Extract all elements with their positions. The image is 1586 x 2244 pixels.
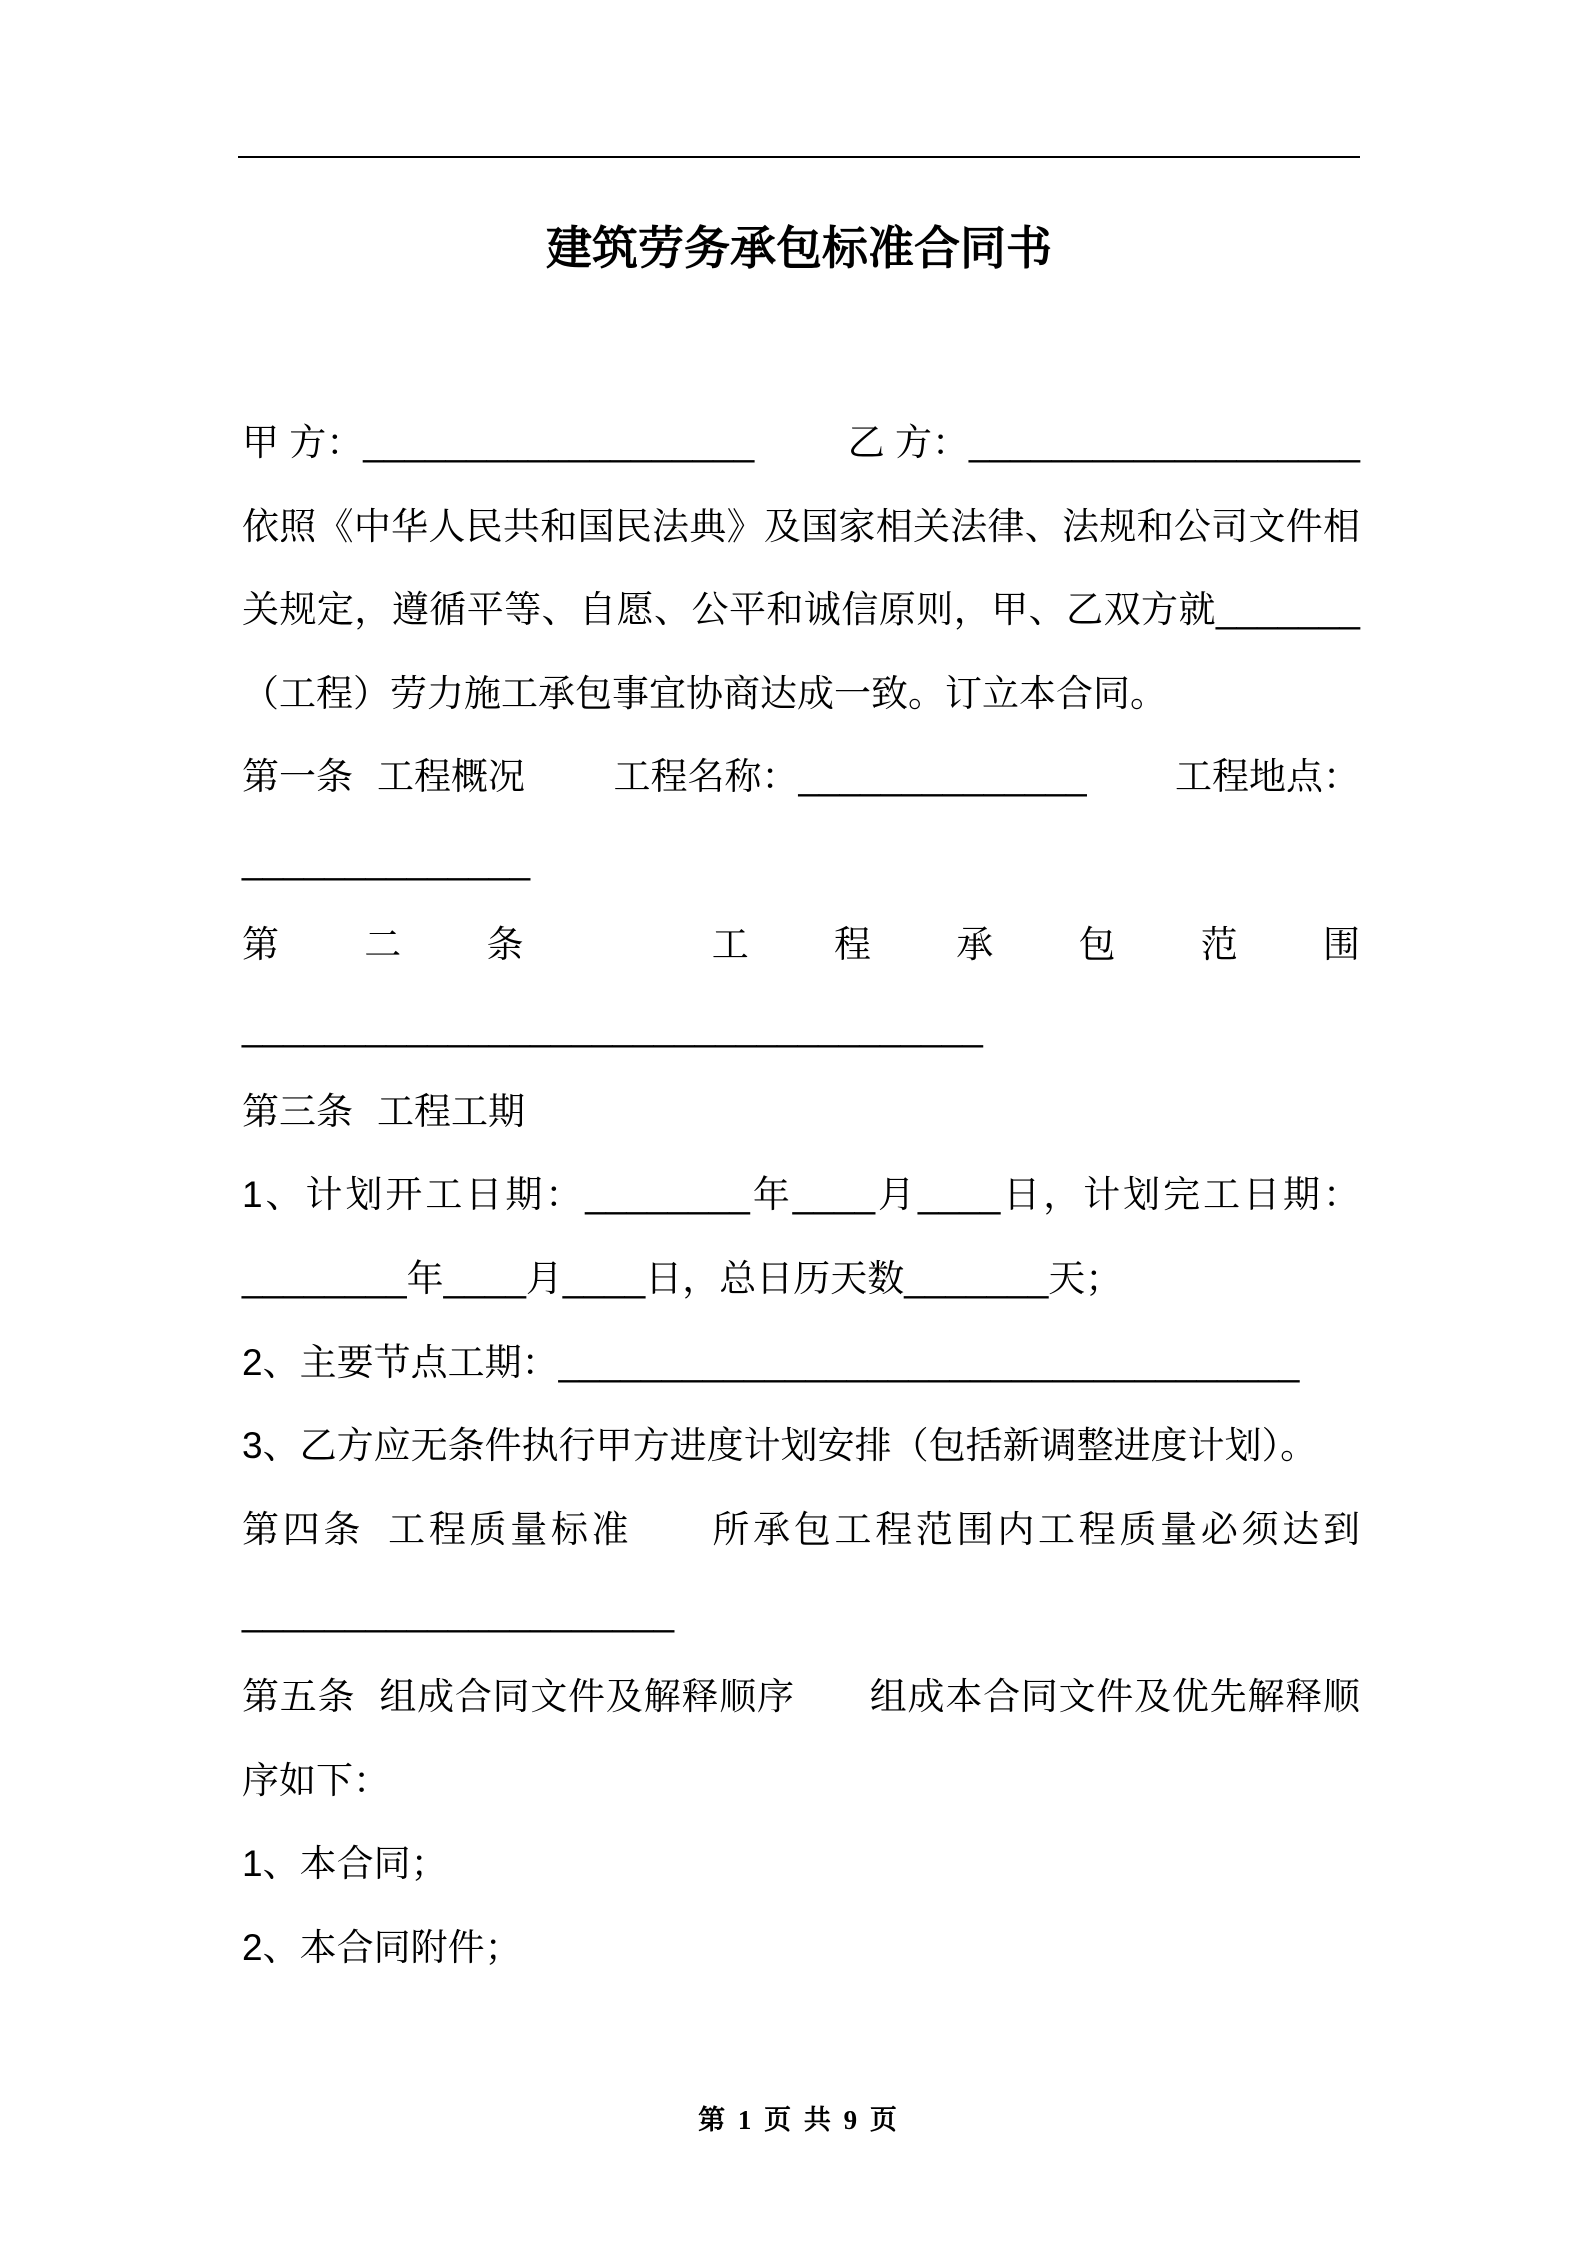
article-1-title: 工程概况 [377, 756, 525, 798]
article-4-number: 第四条 [242, 1508, 365, 1550]
party-a-blank: ___________________ [363, 422, 755, 463]
article-2-number: 第二条 [242, 923, 609, 965]
schedule-item-1-line-1: 1、计划开工日期：________年____月____日，计划完工日期： [242, 1174, 1360, 1216]
article-2-title: 工程承包范围 [711, 923, 1360, 965]
schedule-item-2: 2、主要节点工期：____________________________________ [242, 1341, 1300, 1383]
article-3-title: 工程工期 [377, 1090, 525, 1132]
document-order-text-line-2: 序如下： [242, 1759, 390, 1801]
article-1-number: 第一条 [242, 756, 353, 798]
article-5-line [242, 1655, 1360, 1739]
document-order-text-line-1: 组成本合同文件及优先解释顺 [869, 1675, 1361, 1717]
article-3-line [242, 1070, 1360, 1154]
article-4-line [242, 1488, 1360, 1572]
article-4-title: 工程质量标准 [388, 1508, 633, 1550]
page-footer: 第 1 页 共 9 页 [698, 2105, 900, 2135]
preamble-line-1: 依照《中华人民共和国民法典》及国家相关法律、法规和公司文件相 [242, 505, 1360, 547]
preamble-line-3: （工程）劳力施工承包事宜协商达成一致。订立本合同。 [242, 672, 1167, 714]
party-a-field [242, 401, 754, 485]
work-scope-blank: ____________________________________ [242, 1007, 983, 1049]
quality-standard-text: 所承包工程范围内工程质量必须达到 [712, 1508, 1360, 1550]
project-location-label: 工程地点： [1175, 756, 1360, 798]
schedule-item-1-line-2: ________年____月____日，总日历天数_______天； [242, 1257, 1123, 1299]
party-b-blank: ___________________ [969, 422, 1360, 463]
party-a-label: 甲 方： [242, 422, 364, 463]
party-b-label: 乙 方： [847, 422, 970, 463]
article-2-line [242, 903, 1360, 987]
article-1-line [242, 735, 1360, 819]
parties-line [242, 401, 1360, 485]
contract-body [242, 401, 1360, 1989]
article-3-number: 第三条 [242, 1090, 353, 1132]
article-5-title: 组成合同文件及解释顺序 [379, 1675, 795, 1717]
document-order-item-2: 2、本合同附件； [242, 1926, 522, 1968]
project-name-label: 工程名称： [613, 756, 799, 798]
preamble-line-2: 关规定，遵循平等、自愿、公平和诚信原则，甲、乙双方就_______ [242, 589, 1360, 631]
party-b-field [848, 401, 1360, 485]
document-order-item-1: 1、本合同； [242, 1843, 448, 1885]
article-5-number: 第五条 [242, 1675, 356, 1717]
quality-standard-blank: _____________________ [242, 1592, 675, 1634]
project-name-blank: ______________ [798, 756, 1087, 798]
schedule-item-3: 3、乙方应无条件执行甲方进度计划安排（包括新调整进度计划）。 [242, 1425, 1318, 1467]
document-title: 建筑劳务承包标准合同书 [546, 222, 1052, 274]
project-name-field [613, 735, 1086, 819]
article-1-heading [242, 735, 525, 819]
project-location-blank: ______________ [242, 839, 531, 881]
header-rule [238, 156, 1360, 158]
